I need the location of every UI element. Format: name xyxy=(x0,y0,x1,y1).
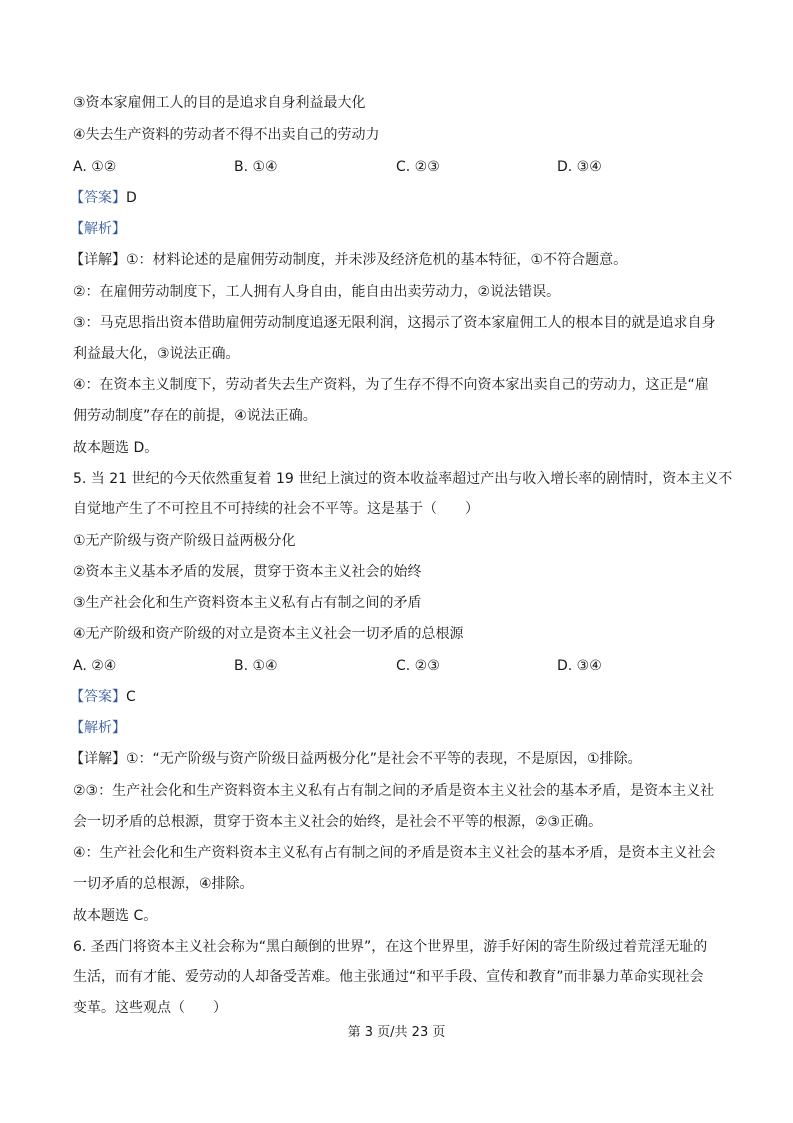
analysis-tag: 【解析】 xyxy=(70,720,126,736)
q4-detail-2: ②：在雇佣劳动制度下，工人拥有人身自由，能自由出卖劳动力，②说法错误。 xyxy=(73,284,561,300)
q5-detail-2a: ②③：生产社会化和生产资料资本主义私有占有制之间的矛盾是资本主义社会的基本矛盾，是资本主义社 xyxy=(73,783,715,799)
q4-detail-4a: ④：在资本主义制度下，劳动者失去生产资料，为了生存不得不向资本家出卖自己的劳动力，这正是“雇 xyxy=(73,377,709,393)
answer-tag: 【答案】 xyxy=(70,689,126,705)
q5-choice-d: D. ③④ xyxy=(557,658,602,674)
q4-conclusion: 故本题选 D。 xyxy=(73,440,159,456)
q5-analysis-heading xyxy=(70,718,126,738)
q4-answer xyxy=(70,188,137,208)
q5-option-1: ①无产阶级与资产阶级日益两极分化 xyxy=(73,533,296,549)
q5-choice-c: C. ②③ xyxy=(396,658,440,674)
q6-stem-c: 变革。这些观点（ ） xyxy=(73,1000,227,1016)
q4-analysis-heading xyxy=(70,219,126,239)
q5-detail-3a: ④：生产社会化和生产资料资本主义私有占有制之间的矛盾是资本主义社会的基本矛盾，是资本主义社会 xyxy=(73,845,716,861)
q5-detail-3b: 一切矛盾的总根源，④排除。 xyxy=(73,876,254,892)
detail-text: ①：材料论述的是雇佣劳动制度，并未涉及经济危机的基本特征，①不符合题意。 xyxy=(126,252,628,268)
detail-tag: 【详解】 xyxy=(70,751,126,767)
q4-option-4: ④失去生产资料的劳动者不得不出卖自己的劳动力 xyxy=(73,127,380,143)
q5-detail-2b: 会一切矛盾的总根源，贯穿于资本主义社会的始终，是社会不平等的根源，②③正确。 xyxy=(73,814,603,830)
q4-choice-c: C. ②③ xyxy=(396,159,440,175)
q4-detail-3b: 利益最大化，③说法正确。 xyxy=(73,346,240,362)
q4-detail-4b: 佣劳动制度”存在的前提，④说法正确。 xyxy=(73,408,317,424)
q4-choice-d: D. ③④ xyxy=(557,159,602,175)
q4-detail-1 xyxy=(70,250,627,270)
q6-stem-b: 生活，而有才能、爱劳动的人却备受苦难。他主张通过“和平手段、宣传和教育”而非暴力革命实现社会 xyxy=(73,969,704,985)
page-footer: 第 3 页/共 23 页 xyxy=(347,1025,446,1040)
detail-tag: 【详解】 xyxy=(70,252,126,268)
q5-option-4: ④无产阶级和资产阶级的对立是资本主义社会一切矛盾的总根源 xyxy=(73,626,464,642)
q4-option-3: ③资本家雇佣工人的目的是追求自身利益最大化 xyxy=(73,95,366,111)
q4-choice-a: A. ①② xyxy=(73,159,117,175)
q5-choice-b: B. ①④ xyxy=(234,658,278,674)
answer-value: C xyxy=(126,689,136,705)
q5-conclusion: 故本题选 C。 xyxy=(73,908,158,924)
answer-tag: 【答案】 xyxy=(70,190,126,206)
q5-detail-1 xyxy=(70,749,642,769)
q4-choice-b: B. ①④ xyxy=(234,159,278,175)
q4-detail-3a: ③：马克思指出资本借助雇佣劳动制度追逐无限利润，这揭示了资本家雇佣工人的根本目的就是追求自身 xyxy=(73,315,716,331)
q5-option-3: ③生产社会化和生产资料资本主义私有占有制之间的矛盾 xyxy=(73,595,422,611)
q5-answer xyxy=(70,687,136,707)
answer-value: D xyxy=(126,190,137,206)
analysis-tag: 【解析】 xyxy=(70,221,126,237)
detail-text: ①：“无产阶级与资产阶级日益两极分化”是社会不平等的表现，不是原因，①排除。 xyxy=(126,751,642,767)
q5-stem-a: 5. 当 21 世纪的今天依然重复着 19 世纪上演过的资本收益率超过产出与收入增长率的剧情时，资本主义不 xyxy=(73,471,733,487)
q5-choice-a: A. ②④ xyxy=(73,658,117,674)
q5-option-2: ②资本主义基本矛盾的发展，贯穿于资本主义社会的始终 xyxy=(73,564,422,580)
q5-stem-b: 自觉地产生了不可控且不可持续的社会不平等。这是基于（ ） xyxy=(73,501,479,517)
q6-stem-a: 6. 圣西门将资本主义社会称为“黑白颠倒的世界”，在这个世界里，游手好闲的寄生阶级过着荒淫无耻的 xyxy=(73,939,708,955)
